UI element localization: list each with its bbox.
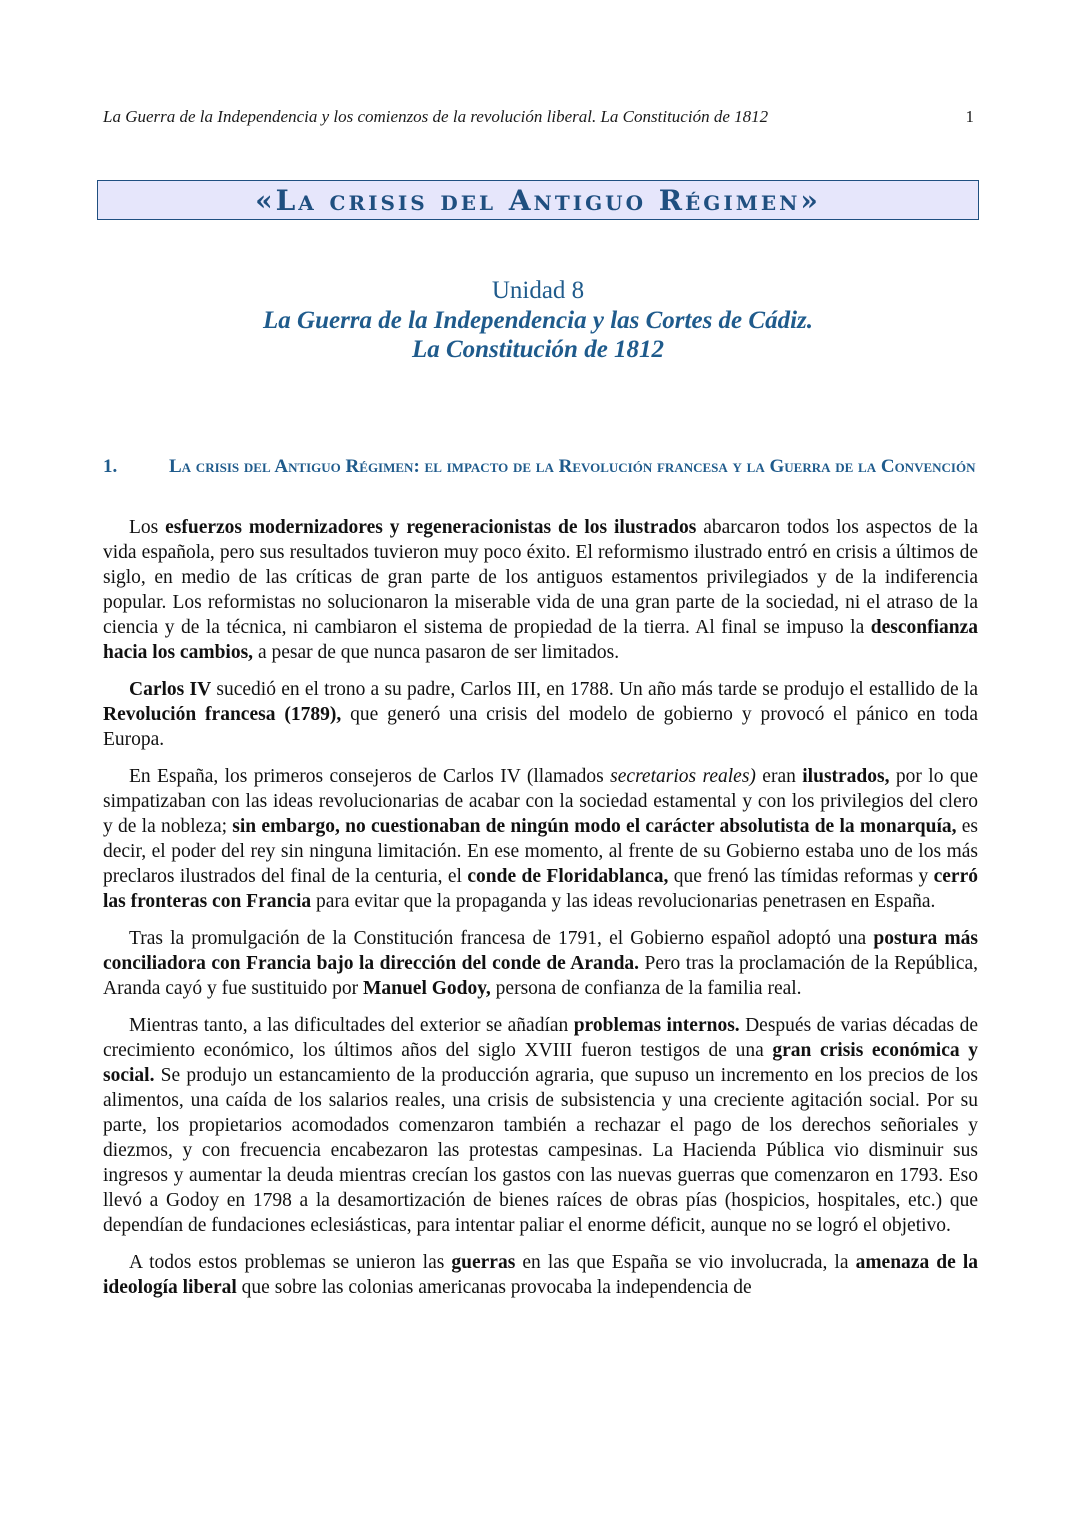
bold-run: amenaza de la ideología liberal bbox=[103, 1252, 979, 1298]
text-run: abarcaron todos los aspectos de la vida española, pero sus resultados tuvieron muy poco éxito. El reformismo ilustrado entró en crisis a últimos de siglo, en medio de las críticas de gran parte de los antiguos estamentos privilegiados y de la indiferencia popular. Los reformistas no solucionaron la miserable vida de una gran parte de la sociedad, ni el atraso de la ciencia y de la técnica, ni cambiaron el sistema de propiedad de la tierra. Al final se impuso la bbox=[103, 517, 978, 638]
text-run: Después de varias décadas de crecimiento económico, los últimos años del siglo XVIII fueron testigos de una bbox=[103, 1015, 978, 1061]
paragraph-2 bbox=[103, 677, 978, 752]
bold-run: ilustrados, bbox=[802, 766, 890, 787]
bold-run: gran crisis económica y social. bbox=[103, 1040, 978, 1086]
bold-run: Manuel Godoy, bbox=[362, 978, 491, 999]
text-run: Pero tras la proclamación de la República, Aranda cayó y fue sustituido por bbox=[103, 953, 979, 999]
text-run: eran bbox=[755, 766, 803, 787]
text-run: en las que España se vio involucrada, la bbox=[515, 1252, 856, 1273]
text-run: Los bbox=[129, 517, 166, 538]
chapter-banner bbox=[97, 180, 979, 220]
section-number: 1. bbox=[103, 456, 118, 477]
text-run: Se produjo un estancamiento de la producción agraria, que supuso un incremento en los precios de los alimentos, una caída de los salarios reales, una crisis de subsistencia y una creciente agitación social. Por su parte, los propietarios acomodados comenzaron también a rechazar el pago de los derechos señoriales y diezmos, y con frecuencia encabezaron las protestas campesinas. La Hacienda Pública vio disminuir sus ingresos y aumentar la deuda mientras crecían los gastos con las nuevas guerras que comenzaron en 1793. Eso llevó a Godoy en 1798 a la desamortización de bienes raíces de obras pías (hospicios, hospitales, etc.) que dependían de fundaciones eclesiásticas, para intentar paliar el enorme déficit, aunque no se logró el objetivo. bbox=[103, 1065, 978, 1236]
text-run: que frenó las tímidas reformas y bbox=[668, 866, 934, 887]
bold-run: desconfianza hacia los cambios, bbox=[103, 617, 978, 663]
bold-run: sin embargo, no cuestionaban de ningún modo el carácter absolutista de la monarquía, bbox=[232, 816, 957, 837]
unit-label: Unidad 8 bbox=[491, 277, 585, 304]
unit-title-block bbox=[97, 276, 979, 364]
text-run: Mientras tanto, a las dificultades del exterior se añadían bbox=[129, 1015, 574, 1036]
bold-run: Carlos IV bbox=[129, 679, 212, 700]
text-run: Tras la promulgación de la Constitución francesa de 1791, el Gobierno español adoptó una bbox=[129, 928, 874, 949]
bold-run: problemas internos. bbox=[573, 1015, 740, 1036]
bold-run: conde de Floridablanca, bbox=[467, 866, 669, 887]
bold-run: esfuerzos modernizadores y regeneracionistas de los ilustrados bbox=[165, 517, 697, 538]
section-heading-text: La crisis del Antiguo Régimen: el impacto de la Revolución francesa y la Guerra de la Convención bbox=[169, 456, 976, 477]
paragraph-1 bbox=[103, 515, 978, 665]
unit-title-line-1: La Guerra de la Independencia y las Cortes de Cádiz. bbox=[263, 307, 813, 334]
paragraph-6 bbox=[103, 1250, 978, 1300]
bold-run: postura más conciliadora con Francia bajo la dirección del conde de Aranda. bbox=[103, 928, 979, 974]
italic-run: secretarios reales) bbox=[610, 766, 756, 787]
text-run: es decir, el poder del rey sin ninguna limitación. En ese momento, al frente de su Gobierno estaba uno de los más preclaros ilustrados del final de la centuria, el bbox=[103, 816, 978, 887]
text-run: persona de confianza de la familia real. bbox=[490, 978, 802, 999]
page-number: 1 bbox=[965, 107, 974, 126]
text-run: A todos estos problemas se unieron las bbox=[129, 1252, 452, 1273]
unit-title-line-2: La Constitución de 1812 bbox=[411, 336, 665, 363]
body-text bbox=[103, 515, 978, 1312]
running-header: La Guerra de la Independencia y los comienzos de la revolución liberal. La Constitución de 1812 bbox=[103, 107, 769, 126]
text-run: En España, los primeros consejeros de Carlos IV (llamados bbox=[129, 766, 611, 787]
chapter-banner-title: «La crisis del Antiguo Régimen» bbox=[255, 183, 821, 217]
paragraph-4 bbox=[103, 926, 978, 1001]
text-run: que generó una crisis del modelo de gobierno y provocó el pánico en toda Europa. bbox=[103, 704, 978, 750]
bold-run: Revolución francesa (1789), bbox=[103, 704, 342, 725]
bold-run: guerras bbox=[451, 1252, 516, 1273]
text-run: para evitar que la propaganda y las ideas revolucionarias penetrasen en España. bbox=[311, 891, 936, 912]
bold-run: cerró las fronteras con Francia bbox=[103, 866, 978, 912]
text-run: a pesar de que nunca pasaron de ser limitados. bbox=[253, 642, 620, 663]
paragraph-3 bbox=[103, 764, 978, 914]
text-run: que sobre las colonias americanas provocaba la independencia de bbox=[236, 1277, 752, 1298]
text-run: sucedió en el trono a su padre, Carlos III, en 1788. Un año más tarde se produjo el estallido de la bbox=[211, 679, 978, 700]
section-heading bbox=[103, 455, 978, 479]
paragraph-5 bbox=[103, 1013, 978, 1238]
text-run: por lo que simpatizaban con las ideas revolucionarias de acabar con la sociedad estamental y con los privilegios del clero y de la nobleza; bbox=[103, 766, 978, 837]
